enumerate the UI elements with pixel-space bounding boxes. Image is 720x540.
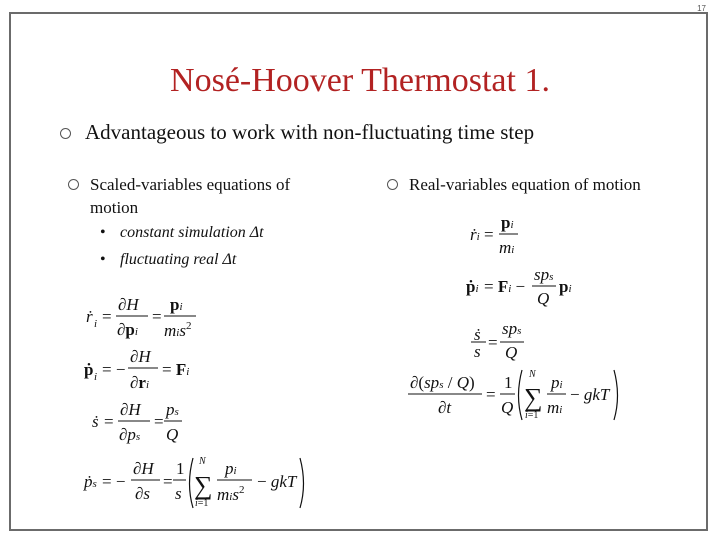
svg-text:Q: Q xyxy=(537,289,550,308)
svg-text:∂pi: ∂pi xyxy=(117,320,138,339)
svg-text:sps: sps xyxy=(534,265,554,284)
svg-text:∂t: ∂t xyxy=(438,398,452,417)
svg-text:ps: ps xyxy=(166,400,179,419)
left-bullet-text: Scaled-variables equations of motion xyxy=(90,175,291,217)
svg-text:Q: Q xyxy=(166,425,179,444)
svg-text:ṗ: ṗ xyxy=(84,360,94,379)
svg-text:= −: = − xyxy=(102,360,126,379)
svg-text:mi: mi xyxy=(547,398,563,417)
svg-text:=: = xyxy=(154,412,164,431)
svg-text:=: = xyxy=(102,307,112,326)
svg-text:pi: pi xyxy=(551,373,563,392)
svg-text:ṗi: ṗi xyxy=(466,277,479,296)
svg-text:pi: pi xyxy=(225,459,237,478)
slide-title: Nosé-Hoover Thermostat 1. xyxy=(170,62,550,99)
svg-text:s: s xyxy=(175,484,182,503)
svg-text:sps: sps xyxy=(502,319,522,338)
svg-text:∂H: ∂H xyxy=(120,400,141,419)
svg-text:∂ri: ∂ri xyxy=(130,373,150,392)
svg-text:− gkT: − gkT xyxy=(257,472,297,491)
svg-text:N: N xyxy=(529,369,536,380)
right-bullet-text: Real-variables equation of motion xyxy=(409,175,641,194)
left-equation-1 xyxy=(86,295,196,340)
svg-text:mis2: mis$^2$ xyxy=(217,484,245,504)
right-equation-4 xyxy=(408,369,618,421)
sub-item-fluctuating: • fluctuating real Δt xyxy=(100,251,237,268)
svg-text:∑: ∑ xyxy=(524,383,543,412)
svg-text:∂(sps / Q): ∂(sps / Q) xyxy=(410,373,475,392)
svg-text:s: s xyxy=(474,342,481,361)
svg-text:i: i xyxy=(94,318,98,330)
svg-text:ṡ: ṡ xyxy=(92,412,99,431)
svg-text:∂H: ∂H xyxy=(130,347,151,366)
svg-text:∂H: ∂H xyxy=(118,295,139,314)
svg-text:ṡ: ṡ xyxy=(474,325,481,344)
sub-item-constant: • constant simulation Δt xyxy=(100,224,264,241)
svg-text:=: = xyxy=(484,225,494,244)
svg-text:= Fi −: = Fi − xyxy=(484,277,526,296)
right-equation-2 xyxy=(466,265,572,308)
svg-text:ṗs: ṗs xyxy=(84,472,97,491)
svg-text:∂ps: ∂ps xyxy=(119,425,141,444)
svg-text:= −: = − xyxy=(102,472,126,491)
svg-text:pi: pi xyxy=(559,277,572,296)
svg-text:∂H: ∂H xyxy=(133,459,154,478)
svg-text:N: N xyxy=(199,456,206,467)
svg-text:∂s: ∂s xyxy=(135,484,151,503)
svg-text:= Fi: = Fi xyxy=(162,360,190,379)
svg-text:i: i xyxy=(94,371,98,383)
svg-text:ṙ: ṙ xyxy=(86,307,93,326)
bullet-dot-icon: • xyxy=(100,251,106,268)
svg-text:=: = xyxy=(486,385,496,404)
page-number: 17 xyxy=(697,4,706,13)
svg-text:1: 1 xyxy=(504,373,513,392)
left-equation-3 xyxy=(92,400,182,444)
left-equation-2 xyxy=(84,347,189,392)
svg-text:ṙi: ṙi xyxy=(470,225,480,244)
svg-text:mis2: mis$^2$ xyxy=(164,320,192,340)
right-equation-1 xyxy=(470,213,518,257)
svg-text:Q: Q xyxy=(501,398,514,417)
main-bullet-text: Advantageous to work with non-fluctuating time step xyxy=(85,120,535,144)
svg-text:pi: pi xyxy=(170,295,183,314)
svg-text:=: = xyxy=(488,333,498,352)
svg-text:mi: mi xyxy=(499,238,515,257)
svg-text:=: = xyxy=(152,307,162,326)
bullet-dot-icon: • xyxy=(100,224,106,241)
svg-text:∑: ∑ xyxy=(194,471,213,500)
svg-text:i=1: i=1 xyxy=(195,498,209,509)
svg-text:=: = xyxy=(104,412,114,431)
svg-text:i=1: i=1 xyxy=(525,410,539,421)
svg-text:− gkT: − gkT xyxy=(570,385,610,404)
left-equation-4 xyxy=(83,456,304,509)
svg-text:pi: pi xyxy=(501,213,514,232)
right-equation-3 xyxy=(471,319,524,362)
svg-text:=: = xyxy=(163,472,173,491)
svg-text:Q: Q xyxy=(505,343,518,362)
svg-text:1: 1 xyxy=(176,459,185,478)
